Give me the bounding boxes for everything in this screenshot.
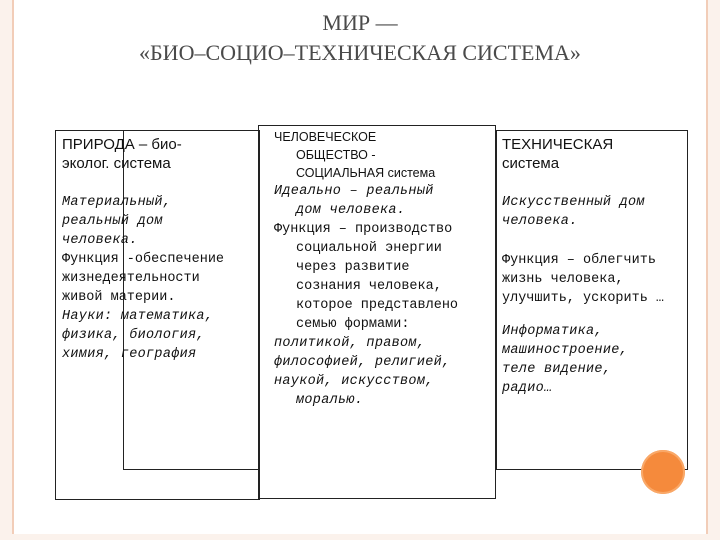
slide-frame-right-line: [706, 0, 708, 540]
society-text-line: которое представлено: [296, 298, 459, 313]
technical-column: [502, 135, 686, 398]
nature-text-line: Функция -обеспечение: [62, 252, 225, 267]
nature-text-line: жизнедеятельности: [62, 271, 200, 286]
nature-header-line-1: ПРИРОДА – био-: [62, 136, 182, 153]
society-text-line: через развитие: [296, 260, 410, 275]
slide-frame-left: [0, 0, 12, 540]
technical-text-line: Искусственный дом: [502, 195, 645, 210]
technical-text-line: человека.: [502, 214, 578, 229]
society-text-line: философией, религией,: [274, 355, 451, 370]
nature-text-line: человека.: [62, 233, 138, 248]
technical-text-line: теле видение,: [502, 362, 612, 377]
technical-text-line: радио…: [502, 381, 553, 396]
technical-header-line-1: ТЕХНИЧЕСКАЯ: [502, 136, 614, 153]
slide-frame-right: [708, 0, 720, 540]
technical-header-line-2: система: [502, 155, 560, 172]
nature-text-line: живой материи.: [62, 290, 176, 305]
society-text-line: дом человека.: [296, 203, 406, 218]
slide-frame-bottom: [0, 534, 720, 540]
nature-text-line: физика, биология,: [62, 328, 205, 343]
society-column: [274, 128, 496, 410]
society-text-line: Функция – производство: [274, 222, 453, 237]
nature-column: [62, 135, 257, 364]
society-text-line: наукой, искусством,: [274, 374, 434, 389]
society-text-line: моралью.: [296, 393, 364, 408]
nature-text-line: реальный дом: [62, 214, 163, 229]
technical-text-line: машиностроение,: [502, 343, 629, 358]
society-header-line-3: СОЦИАЛЬНАЯ система: [296, 166, 436, 180]
nature-text-line: химия, география: [62, 347, 197, 362]
nature-text-line: Материальный,: [62, 195, 172, 210]
society-text-line: семью формами:: [296, 317, 410, 332]
nature-text-line: Науки: математика,: [62, 309, 214, 324]
society-text-line: политикой, правом,: [274, 336, 426, 351]
society-header-line-1: ЧЕЛОВЕЧЕСКОЕ: [274, 130, 377, 144]
society-text-line: социальной энергии: [296, 241, 442, 256]
technical-text-line: улучшить, ускорить …: [502, 291, 665, 306]
title-line-1: МИР —: [322, 10, 398, 35]
society-text-line: сознания человека,: [296, 279, 442, 294]
technical-text-line: Информатика,: [502, 324, 603, 339]
slide-title: [40, 8, 680, 68]
society-text-line: Идеально – реальный: [274, 184, 434, 199]
technical-text-line: жизнь человека,: [502, 272, 624, 287]
nature-header-line-2: эколог. система: [62, 155, 171, 172]
slide-frame-left-line: [12, 0, 14, 540]
technical-text-line: Функция – облегчить: [502, 253, 656, 268]
decorative-orange-circle: [641, 450, 685, 494]
title-line-2: «БИО–СОЦИО–ТЕХНИЧЕСКАЯ СИСТЕМА»: [139, 40, 581, 65]
society-header-line-2: ОБЩЕСТВО -: [296, 148, 376, 162]
